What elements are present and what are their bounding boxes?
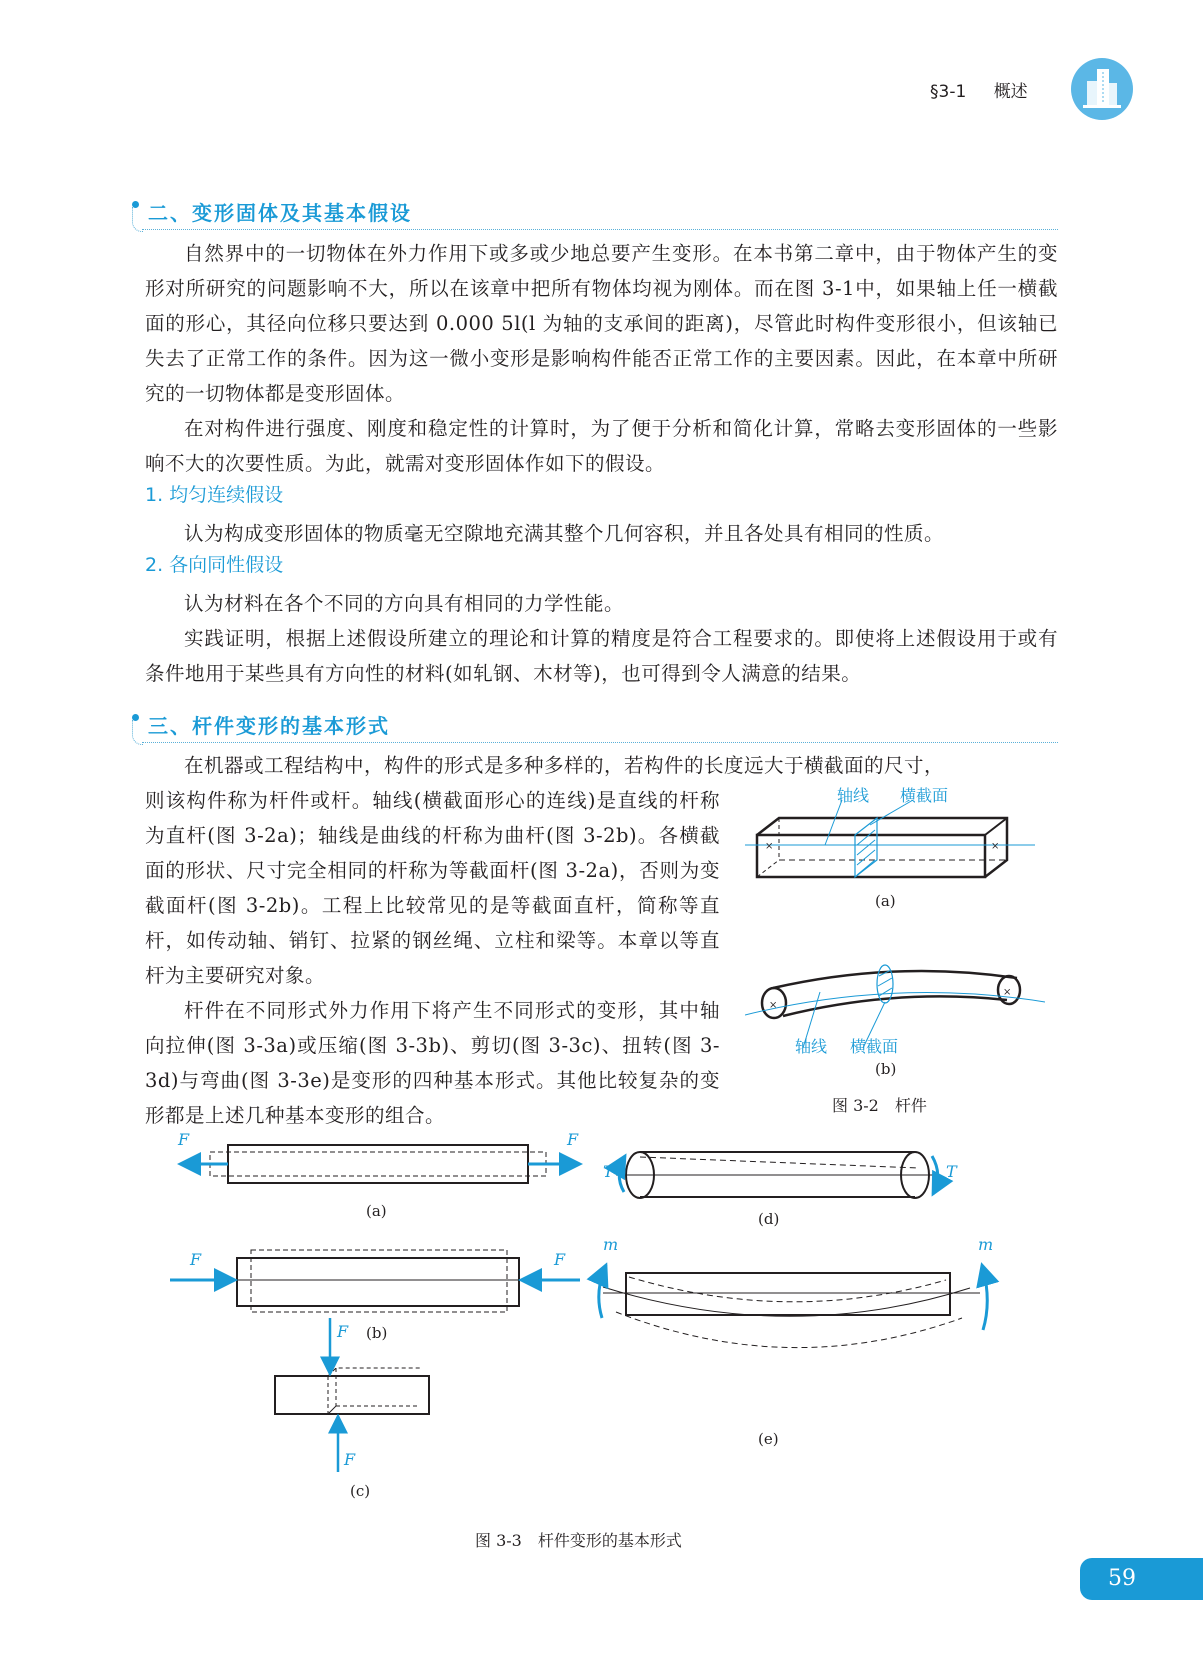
section-heading-text: 二、变形固体及其基本假设 xyxy=(148,201,412,225)
bending-drawing xyxy=(599,1265,987,1348)
paragraph: 则该构件称为杆件或杆。轴线(横截面形心的连线)是直线的杆称为直杆(图 3-2a)；轴线是曲线的杆称为曲杆(图 3-2b)。各横截面的形状、尺寸完全相同的杆称为等截面杆(图 3-2a)，否则为变截面杆(图 3-2b)。工程上比较常见的是等截面直杆，简称等直杆，如传动轴、销钉、拉紧的钢丝绳、立柱和梁等。本章以等直杆为主要研究对象。 xyxy=(145,789,720,987)
svg-text:×: × xyxy=(765,841,774,852)
svg-text:×: × xyxy=(769,1000,778,1011)
paragraph: 在对构件进行强度、刚度和稳定性的计算时，为了便于分析和简化计算，常略去变形固体的一些影响不大的次要性质。为此，就需对变形固体作如下的假设。 xyxy=(145,417,1058,475)
section2-body xyxy=(145,236,1058,481)
section-heading-3 xyxy=(128,710,1058,746)
moment-symbol: m xyxy=(603,1235,619,1254)
paragraph: 实践证明，根据上述假设所建立的理论和计算的精度是符合工程要求的。即使将上述假设用于或有条件地用于某些具有方向性的材料(如轧钢、木材等)，也可得到令人满意的结果。 xyxy=(145,627,1058,685)
paragraph: 杆件在不同形式外力作用下将产生不同形式的变形，其中轴向拉伸(图 3-3a)或压缩(图 3-3b)、剪切(图 3-3c)、扭转(图 3-3d)与弯曲(图 3-3e)是变形的四种基本形式。其他比较复杂的变形都是上述几种基本变形的组合。 xyxy=(145,999,720,1127)
straight-bar-drawing xyxy=(745,800,1035,877)
torque-symbol: T xyxy=(603,1162,614,1181)
assumption-2-title: 2. 各向同性假设 xyxy=(145,554,284,576)
torque-symbol: T xyxy=(946,1162,957,1181)
force-symbol: F xyxy=(337,1322,349,1341)
page-number-tab xyxy=(1080,1558,1203,1600)
figure-caption: 图 3-3 杆件变形的基本形式 xyxy=(475,1531,682,1550)
subfigure-label-d: (d) xyxy=(758,1210,780,1228)
figure-3-3-drawing xyxy=(170,1140,1050,1540)
subfigure-label-a: (a) xyxy=(366,1202,387,1220)
force-symbol: F xyxy=(178,1130,190,1149)
assumption-2-body xyxy=(145,586,1058,691)
section-heading-2 xyxy=(128,197,1058,233)
section-heading-text: 三、杆件变形的基本形式 xyxy=(148,714,390,738)
subfigure-label-c: (c) xyxy=(350,1482,371,1500)
force-symbol: F xyxy=(554,1250,566,1269)
section3-intro-first-line xyxy=(145,748,1058,783)
assumption-1-body xyxy=(145,516,1058,551)
svg-text:×: × xyxy=(1003,987,1012,998)
paragraph: 认为材料在各个不同的方向具有相同的力学性能。 xyxy=(184,592,625,615)
paragraph: 认为构成变形固体的物质毫无空隙地充满其整个几何容积，并且各处具有相同的性质。 xyxy=(184,522,945,545)
subfigure-label-a: (a) xyxy=(875,892,896,910)
building-icon xyxy=(1070,57,1134,121)
moment-symbol: m xyxy=(978,1235,994,1254)
shear-drawing xyxy=(275,1318,429,1472)
figure-3-2 xyxy=(745,786,1045,1120)
force-symbol: F xyxy=(344,1450,356,1469)
section3-body xyxy=(145,783,720,1133)
subfigure-label-b: (b) xyxy=(875,1060,897,1078)
axis-label: 轴线 xyxy=(795,1037,828,1056)
section-title: 概述 xyxy=(993,82,1028,102)
subfigure-label-b: (b) xyxy=(366,1324,388,1342)
paragraph: 自然界中的一切物体在外力作用下或多或少地总要产生变形。在本书第二章中，由于物体产生的变形对所研究的问题影响不大，所以在该章中把所有物体均视为刚体。而在图 3-1中，如果轴上任一横截面的形心，其径向位移只要达到 0.000 5l(l 为轴的支承间的距离)，尽管此时构件变形很小，但该轴已失去了正常工作的条件。因为这一微小变形是影响构件能否正常工作的主要因素。因此，在本章中所研究的一切物体都是变形固体。 xyxy=(145,242,1058,405)
axis-label: 轴线 xyxy=(837,786,870,805)
heading-dotted-rule xyxy=(142,229,1058,230)
figure-caption: 图 3-2 杆件 xyxy=(832,1096,927,1115)
cross-section-label: 横截面 xyxy=(900,786,949,805)
figure-3-3 xyxy=(170,1130,1050,1560)
heading-dotted-rule xyxy=(142,742,1058,743)
compression-drawing xyxy=(170,1250,580,1312)
force-symbol: F xyxy=(190,1250,202,1269)
assumption-1-title: 1. 均匀连续假设 xyxy=(145,484,284,506)
tension-drawing xyxy=(180,1145,580,1183)
paragraph: 在机器或工程结构中，构件的形式是多种多样的，若构件的长度远大于横截面的尺寸， xyxy=(184,754,945,777)
running-header xyxy=(930,77,1028,102)
torsion-drawing xyxy=(616,1152,940,1198)
section-number: §3-1 xyxy=(930,82,967,102)
svg-text:×: × xyxy=(991,841,1000,852)
subfigure-label-e: (e) xyxy=(758,1430,779,1448)
force-symbol: F xyxy=(567,1130,579,1149)
page-number: 59 xyxy=(1108,1566,1136,1591)
cross-section-label: 横截面 xyxy=(850,1037,899,1056)
